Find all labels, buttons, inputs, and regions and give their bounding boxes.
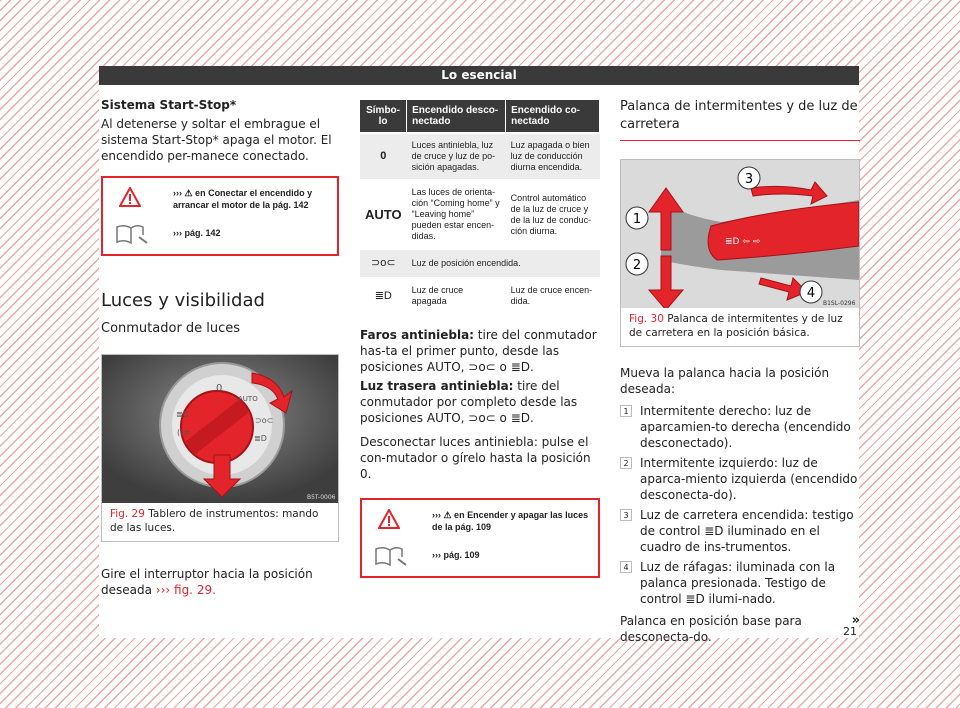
page-ref-1[interactable]: ››› pág. 142 xyxy=(173,228,221,238)
figure-29 xyxy=(101,354,339,542)
table-header-row xyxy=(360,100,600,133)
svg-text:()≠: ()≠ xyxy=(177,428,190,437)
symbol-cell: ≣D xyxy=(360,278,407,313)
fog-rear-label: Luz trasera antiniebla: xyxy=(360,379,514,393)
item-number: 3 xyxy=(620,509,632,521)
svg-text:≣D: ≣D xyxy=(254,434,267,443)
book-icon xyxy=(374,545,408,567)
fog-off-para: Desconectar luces antiniebla: pulse el con-mutador o gírelo hasta la posición 0. xyxy=(360,435,591,481)
fog-rear-para xyxy=(360,378,600,426)
fig-29-ref[interactable]: ››› fig. 29. xyxy=(155,583,216,597)
fog-front-para xyxy=(360,327,600,375)
page-number: 21 xyxy=(843,625,857,638)
th-ignition-on: Encendido co-nectado xyxy=(506,100,600,133)
figure-29-label: Fig. 29 xyxy=(110,508,145,520)
svg-text:≣D ⇦ ⇨: ≣D ⇦ ⇨ xyxy=(725,237,761,247)
lever-image xyxy=(621,160,859,308)
on-cell: Control automático de la luz de cruce y de la luz de conduc-ción diurna. xyxy=(506,180,600,249)
table-row xyxy=(360,249,600,278)
header-bar: Lo esencial xyxy=(99,66,859,85)
figure-30-caption xyxy=(621,308,859,346)
item-text: Luz de ráfagas: iluminada con la palanca presionada. Testigo de control ≣D ilumi-nado. xyxy=(640,560,836,606)
start-stop-title: Sistema Start-Stop* xyxy=(101,98,237,112)
callout-3: 3 xyxy=(744,172,754,187)
warning-triangle-icon xyxy=(119,187,141,207)
list-item xyxy=(620,455,860,503)
warning-box-2 xyxy=(360,498,600,578)
section-title: Luces y visibilidad xyxy=(101,290,265,311)
th-ignition-off: Encendido desco-nectado xyxy=(407,100,506,133)
switch-instruction xyxy=(101,566,339,598)
svg-text:0: 0 xyxy=(216,383,223,394)
light-switch-image xyxy=(102,355,338,503)
symbol-cell: ⊃o⊂ xyxy=(360,249,407,278)
th-symbol: Símbo-lo xyxy=(360,100,407,133)
figure-code: B1SL-0296 xyxy=(823,300,856,307)
list-item xyxy=(620,507,860,555)
svg-text:AUTO: AUTO xyxy=(238,395,258,403)
figure-code: B5T-0006 xyxy=(307,494,336,501)
continue-marker: » xyxy=(851,613,860,628)
figure-30 xyxy=(620,159,860,347)
table-row xyxy=(360,180,600,249)
svg-text:≣D: ≣D xyxy=(176,410,189,419)
on-cell: Luz de cruce encen-dida. xyxy=(506,278,600,313)
off-cell: Luces antiniebla, luz de cruce y luz de po-sición apagadas. xyxy=(407,133,506,180)
lever-intro: Mueva la palanca hacia la posición deseada: xyxy=(620,366,830,396)
figure-30-label: Fig. 30 xyxy=(629,313,664,325)
warning-triangle-icon xyxy=(378,509,400,529)
warning-box-1 xyxy=(101,176,339,256)
symbol-cell: 0 xyxy=(360,133,407,180)
warning-ref-1[interactable]: ››› ⚠ en Conectar el encendido y arrancar el motor de la pág. 142 xyxy=(173,188,313,210)
off-cell: Las luces de orienta-ción “Coming home” y “Leaving home” pueden estar encen-didas. xyxy=(407,180,506,249)
fog-front-text: tire del conmutador has-ta el primer punto, desde las posiciones AUTO, ⊃o⊂ o ≣D. xyxy=(360,328,597,374)
callout-2: 2 xyxy=(632,258,642,273)
warning-ref-2[interactable]: ››› ⚠ en Encender y apagar las luces de la pág. 109 xyxy=(432,510,589,532)
list-item xyxy=(620,403,860,451)
figure-29-caption xyxy=(102,503,338,541)
item-number: 4 xyxy=(620,561,632,573)
list-item xyxy=(620,559,860,607)
column-left xyxy=(101,97,339,598)
fog-front-label: Faros antiniebla: xyxy=(360,328,474,342)
item-text: Intermitente derecho: luz de aparcamien-to derecha (encendido desconectado). xyxy=(640,404,851,450)
base-position-text xyxy=(620,613,860,645)
table-row xyxy=(360,278,600,313)
item-number: 1 xyxy=(620,405,632,417)
page-ref-2[interactable]: ››› pág. 109 xyxy=(432,550,480,560)
subsection-title-lever: Palanca de intermitentes y de luz de carretera xyxy=(620,98,860,141)
light-switch-table xyxy=(360,100,600,313)
item-text: Intermitente izquierdo: luz de aparca-miento izquierda (encendido desconecta-do). xyxy=(640,456,858,502)
figure-30-caption-text: Palanca de intermitentes y de luz de carretera en la posición básica. xyxy=(629,313,843,339)
callout-4: 4 xyxy=(806,286,816,301)
off-cell: Luz de posición encendida. xyxy=(407,249,600,278)
item-number: 2 xyxy=(620,457,632,469)
lever-illustration xyxy=(621,160,859,308)
switch-instruction-text: Gire el interruptor hacia la posición deseada xyxy=(101,567,313,597)
item-text: Luz de carretera encendida: testigo de control ≣D iluminado en el cuadro de ins-trumentos. xyxy=(640,508,854,554)
figure-29-caption-text: Tablero de instrumentos: mando de las luces. xyxy=(110,508,319,534)
symbol-cell: AUTO xyxy=(360,180,407,249)
svg-text:⊃o⊂: ⊃o⊂ xyxy=(255,416,274,425)
manual-page xyxy=(99,66,860,644)
column-middle xyxy=(360,100,600,578)
start-stop-text: Al detenerse y soltar el embrague el sistema Start-Stop* apaga el motor. El encendido per-manece conectado. xyxy=(101,117,332,163)
book-icon xyxy=(115,223,149,245)
column-right xyxy=(620,98,860,645)
subsection-title: Conmutador de luces xyxy=(101,321,241,336)
fog-rear-text: tire del conmutador por completo desde las posiciones AUTO, ⊃o⊂ o ≣D. xyxy=(360,379,578,425)
light-switch-illustration xyxy=(102,355,338,503)
off-cell: Luz de cruce apagada xyxy=(407,278,506,313)
table-row xyxy=(360,133,600,180)
on-cell: Luz apagada o bien luz de conducción diurna encendida. xyxy=(506,133,600,180)
callout-1: 1 xyxy=(632,212,642,227)
base-text: Palanca en posición base para desconecta-do. xyxy=(620,614,802,644)
